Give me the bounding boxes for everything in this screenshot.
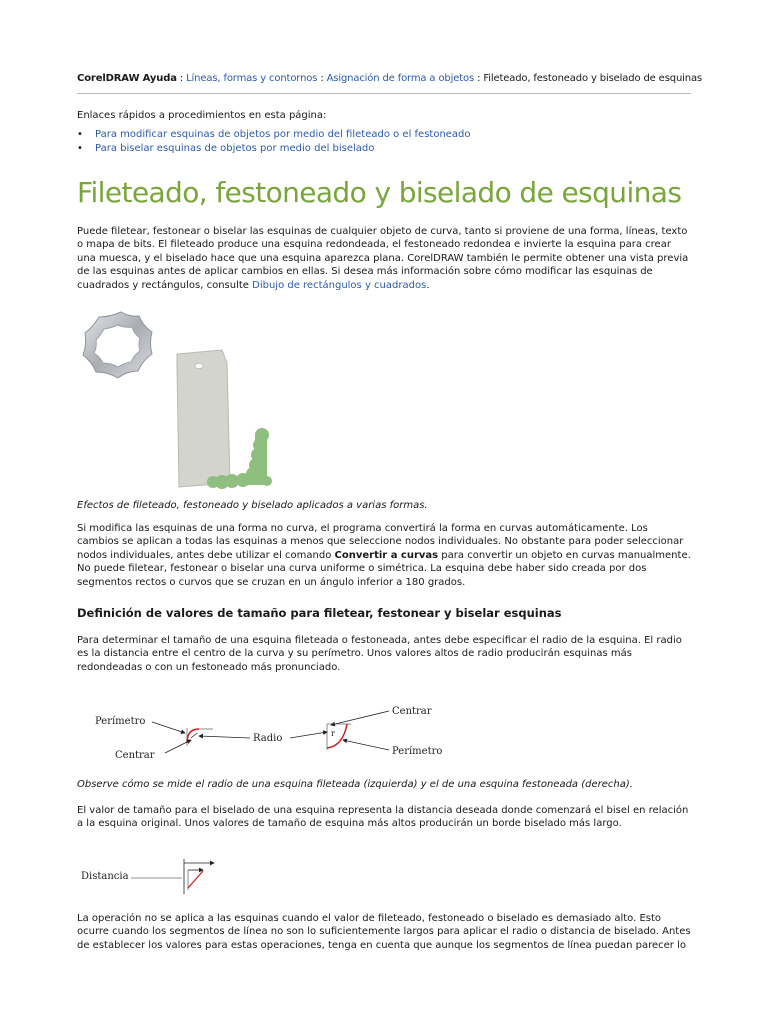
breadcrumb-link-lineas[interactable]: Líneas, formas y contornos (186, 73, 318, 84)
quick-link-biselado[interactable]: Para biselar esquinas de objetos por medio del biselado (95, 143, 375, 154)
page-title: Fileteado, festoneado y biselado de esquinas (77, 176, 682, 209)
quick-links-list (77, 128, 471, 156)
scalloped-ring-shape (83, 312, 152, 378)
scallop-corner-diagram (290, 711, 389, 750)
radius-paragraph: Para determinar el tamaño de una esquina fileteada o festoneada, antes debe especificar el radio de la esquina. El radio es la distancia entre el centro de la curva y su perímetro. Unos valores altos de radio producirán esquinas más redondeadas o con un festoneado más pronunciado. (77, 635, 682, 673)
figure1-caption: Efectos de fileteado, festoneado y biselado aplicados a varias formas. (77, 500, 428, 511)
label-r: r (331, 729, 335, 738)
corner-effects-figure (77, 305, 277, 490)
label-centrar-right: Centrar (392, 706, 432, 717)
list-item (77, 142, 471, 156)
label-distancia: Distancia (81, 871, 129, 882)
radius-diagram (95, 698, 445, 766)
limits-paragraph: La operación no se aplica a las esquinas cuando el valor de fileteado, festoneado o biselado es demasiado alto. Esto ocurre cuando los segmentos de línea no son lo suficientemente largos para aplicar el radio o distancia de biselado. Antes de establecer los valores para estas operaciones, tenga en cuenta que aunque los segmentos de línea puedan parecer lo (77, 913, 691, 951)
fillet-corner-diagram (152, 722, 250, 753)
bevel-paragraph: El valor de tamaño para el biselado de una esquina representa la distancia deseada donde comenzará el bisel en relación a la esquina original. Unos valores de tamaño de esquina más altos producirán un borde biselado más largo. (77, 805, 689, 830)
bevel-distance-diagram (81, 854, 231, 898)
tag-shape (177, 350, 230, 487)
quick-link-fileteado[interactable]: Para modificar esquinas de objetos por medio del fileteado o el festoneado (95, 129, 471, 140)
label-radio: Radio (253, 733, 283, 744)
command-convertir-curvas: Convertir a curvas (334, 549, 439, 561)
label-perimetro-right: Perímetro (392, 746, 443, 757)
breadcrumb-current: Fileteado, festoneado y biselado de esquinas (483, 73, 702, 84)
intro-paragraph: Puede filetear, festonear o biselar las esquinas de cualquier objeto de curva, tanto si proviene de una forma, líneas, texto o mapa de bits. El fileteado produce una esquina redondeada, el festoneado redondea e invierte la esquina para crear una muesca, y el biselado hace que una esquina aparezca plana. CorelDRAW también le permite obtener una vista previa de las esquinas antes de aplicar cambios en ellas. Si desea más información sobre cómo modificar las esquinas de cuadrados y rectángulos, consulte Dibujo de rectángulos y cuadrados. (77, 226, 689, 291)
breadcrumb-divider (77, 93, 691, 94)
breadcrumb-root: CorelDRAW Ayuda (77, 73, 177, 84)
label-perimetro-left: Perímetro (95, 716, 146, 727)
breadcrumb: CorelDRAW Ayuda : Líneas, formas y contornos : Asignación de forma a objetos : Fileteado, festoneado y biselado de esquinas (77, 73, 702, 84)
figure2-caption: Observe cómo se mide el radio de una esquina fileteada (izquierda) y el de una esquina festoneada (derecha). (77, 779, 633, 790)
curves-paragraph: Si modifica las esquinas de una forma no curva, el programa convertirá la forma en curvas automáticamente. Los cambios se aplican a todas las esquinas a menos que seleccione nodos individuales. No obstante para poder seleccionar nodos individuales, antes debe utilizar el comando Convertir a curvas para convertir un objeto en curvas manualmente. No puede filetear, festonear o biselar una curva uniforme o simétrica. La esquina debe haber sido creada por dos segmentos rectos o curvos que se cruzan en un ángulo inferior a 180 grados. (77, 523, 691, 588)
section-heading: Definición de valores de tamaño para filetear, festonear y biselar esquinas (77, 606, 562, 620)
link-dibujo-rectangulos[interactable]: Dibujo de rectángulos y cuadrados (252, 279, 427, 291)
breadcrumb-link-asignacion[interactable]: Asignación de forma a objetos (326, 73, 475, 84)
list-item (77, 128, 471, 142)
label-centrar-left: Centrar (115, 750, 155, 761)
quick-links-intro: Enlaces rápidos a procedimientos en esta página: (77, 110, 327, 121)
